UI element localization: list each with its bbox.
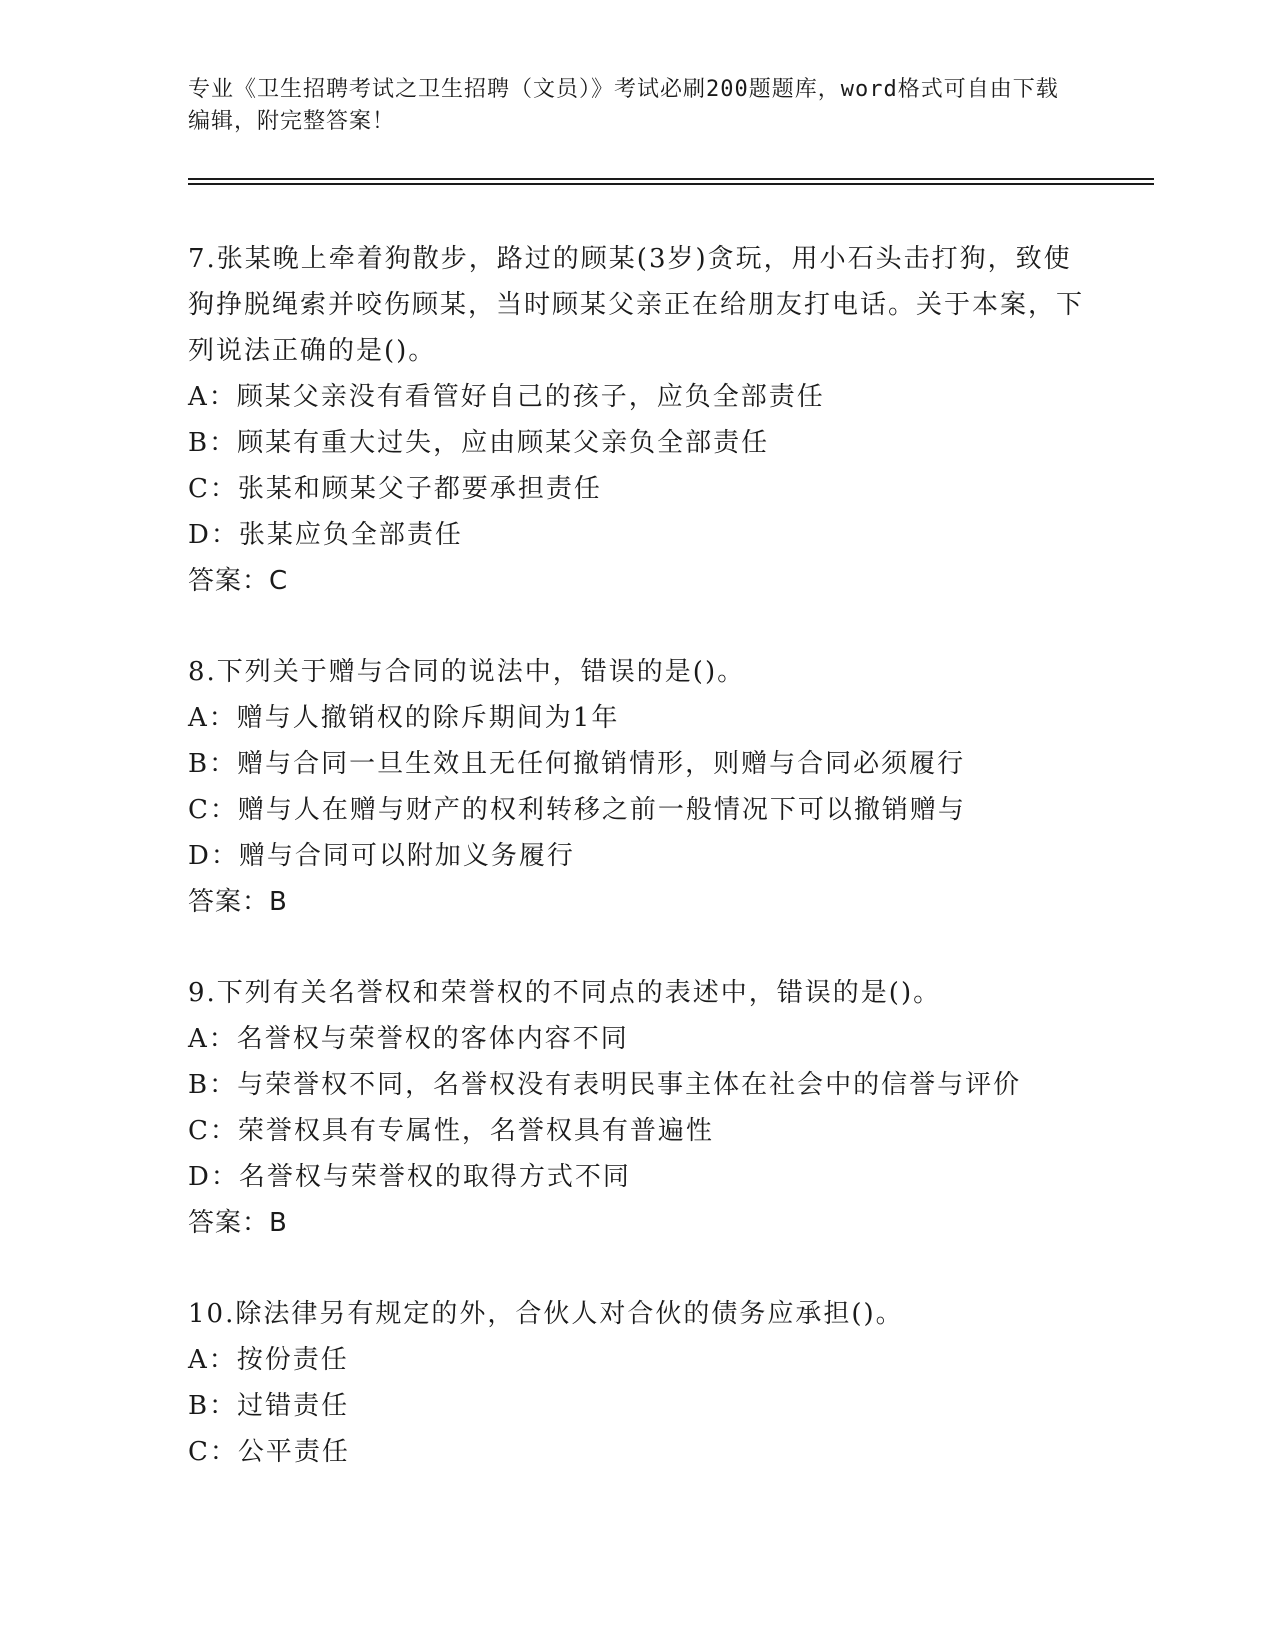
question-stem: 7.张某晚上牵着狗散步，路过的顾某(3岁)贪玩，用小石头击打狗，致使狗挣脱绳索并咬伤顾某，当时顾某父亲正在给朋友打电话。关于本案，下列说法正确的是()。: [188, 244, 1085, 366]
question-10: [188, 1291, 1088, 1475]
option-c: C：张某和顾某父子都要承担责任: [188, 474, 602, 504]
option-d: D：赠与合同可以附加义务履行: [188, 841, 575, 871]
option-a: A：顾某父亲没有看管好自己的孩子，应负全部责任: [188, 382, 825, 412]
answer-line: 答案：C: [188, 566, 289, 596]
question-stem: 10.除法律另有规定的外，合伙人对合伙的债务应承担()。: [188, 1299, 904, 1329]
document-header: 专业《卫生招聘考试之卫生招聘（文员）》考试必刷200题题库，word格式可自由下载编辑，附完整答案！: [188, 77, 1059, 134]
question-7: [188, 236, 1088, 604]
answer-line: 答案：B: [188, 1208, 288, 1238]
option-c: C：赠与人在赠与财产的权利转移之前一般情况下可以撤销赠与: [188, 795, 966, 825]
question-9: [188, 970, 1088, 1246]
option-a: A：赠与人撤销权的除斥期间为1年: [188, 703, 620, 733]
question-8: [188, 649, 1088, 925]
header-divider-top: [188, 178, 1154, 180]
option-b: B：与荣誉权不同，名誉权没有表明民事主体在社会中的信誉与评价: [188, 1070, 1022, 1100]
header-divider-bottom: [188, 183, 1154, 185]
option-b: B：顾某有重大过失，应由顾某父亲负全部责任: [188, 428, 770, 458]
option-d: D：名誉权与荣誉权的取得方式不同: [188, 1162, 631, 1192]
option-d: D：张某应负全部责任: [188, 520, 463, 550]
question-list: [188, 236, 1088, 1520]
answer-line: 答案：B: [188, 887, 288, 917]
option-b: B：过错责任: [188, 1391, 350, 1421]
question-stem: 9.下列有关名誉权和荣誉权的不同点的表述中，错误的是()。: [188, 978, 942, 1008]
question-stem: 8.下列关于赠与合同的说法中，错误的是()。: [188, 657, 746, 687]
option-a: A：名誉权与荣誉权的客体内容不同: [188, 1024, 629, 1054]
option-b: B：赠与合同一旦生效且无任何撤销情形，则赠与合同必须履行: [188, 749, 966, 779]
option-a: A：按份责任: [188, 1345, 349, 1375]
option-c: C：公平责任: [188, 1437, 350, 1467]
option-c: C：荣誉权具有专属性，名誉权具有普遍性: [188, 1116, 714, 1146]
